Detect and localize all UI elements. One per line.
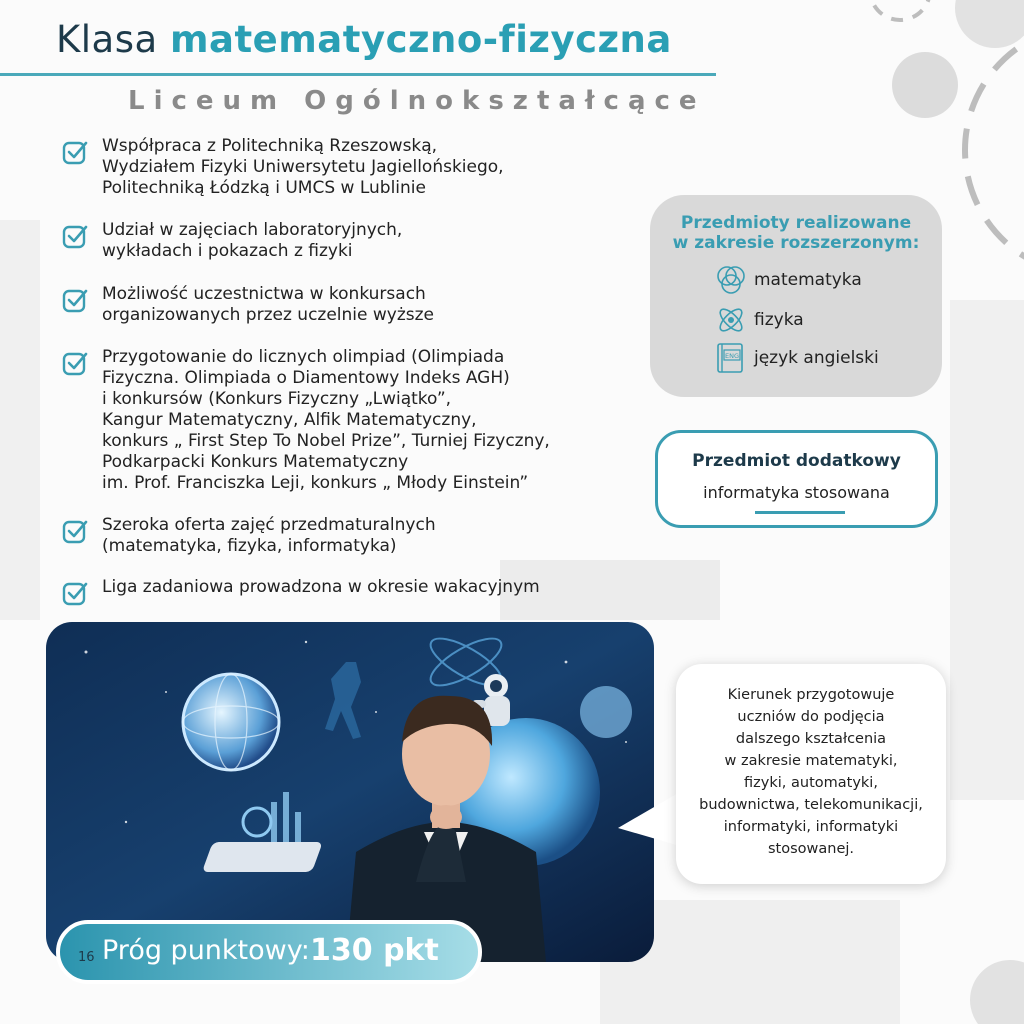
title-highlight: matematyczno-fizyczna bbox=[169, 18, 672, 61]
page-number: 16 bbox=[78, 950, 95, 965]
extended-subjects-heading: Przedmioty realizowane w zakresie rozszerzonym: bbox=[672, 213, 920, 253]
globe bbox=[183, 674, 279, 770]
deco-circle bbox=[892, 52, 958, 118]
deco-building bbox=[0, 220, 40, 620]
speech-bubble bbox=[676, 664, 946, 884]
additional-subject-box bbox=[655, 430, 938, 528]
feature-text: Możliwość uczestnictwa w konkursach organizowanych przez uczelnie wyższe bbox=[102, 284, 435, 325]
small-planet bbox=[580, 686, 632, 738]
checkbox-check-icon bbox=[62, 519, 88, 545]
english-book-icon-text: ENG bbox=[724, 352, 740, 360]
feature-text: Przygotowanie do licznych olimpiad (Olimpiada Fizyczna. Olimpiada o Diamentowy Indeks AGH) i konkursów (Konkurs Fizyczny „Lwiątko”, Kangur Matematyczny, Alfik Matematyczny, konkurs „ First Step To Nobel Prize”, Turniej Fizyczny, Podkarpacki Konkurs Matematyczny im. Prof. Franciszka Leji, konkurs „ Młody Einstein” bbox=[102, 347, 550, 493]
checkbox-check-icon bbox=[62, 224, 88, 250]
title-prefix: Klasa bbox=[56, 18, 158, 61]
feature-item bbox=[62, 220, 642, 262]
deco-dashed-ring bbox=[870, 0, 930, 20]
feature-item bbox=[62, 577, 642, 598]
subject-label: język angielski bbox=[754, 348, 879, 368]
feature-item bbox=[62, 347, 642, 494]
feature-text: Szeroka oferta zajęć przedmaturalnych (matematyka, fizyka, informatyka) bbox=[102, 515, 436, 556]
school-subtitle: Liceum Ogólnokształcące bbox=[128, 86, 706, 116]
subject-label: fizyka bbox=[754, 310, 804, 330]
deco-circle bbox=[955, 0, 1024, 48]
title-underline bbox=[0, 73, 716, 76]
score-threshold-label: Próg punktowy: bbox=[102, 935, 310, 966]
feature-text: Współpraca z Politechniką Rzeszowską, Wydziałem Fizyki Uniwersytetu Jagiellońskiego, Politechniką Łódzką i UMCS w Lublinie bbox=[102, 136, 504, 198]
feature-item bbox=[62, 284, 642, 326]
student-space-illustration bbox=[46, 622, 654, 962]
score-threshold-value: 130 pkt bbox=[310, 933, 439, 968]
additional-subject-value: informatyka stosowana bbox=[703, 483, 890, 502]
checkbox-check-icon bbox=[62, 288, 88, 314]
illustration-scene bbox=[46, 622, 654, 962]
checkbox-check-icon bbox=[62, 351, 88, 377]
deco-building bbox=[950, 300, 1024, 800]
additional-subject-underline bbox=[755, 511, 845, 514]
extended-subjects-panel bbox=[650, 195, 942, 397]
atom-icon bbox=[714, 303, 748, 337]
venn-icon bbox=[714, 263, 748, 297]
speech-bubble-text: Kierunek przygotowuje uczniów do podjęcia dalszego kształcenia w zakresie matematyki, fizyki, automatyki, budownictwa, telekomunikacji, informatyki, informatyki stosowanej. bbox=[699, 687, 923, 857]
score-threshold-badge bbox=[56, 920, 482, 984]
subject-label: matematyka bbox=[754, 270, 862, 290]
page-title bbox=[56, 18, 672, 61]
feature-text: Liga zadaniowa prowadzona w okresie wakacyjnym bbox=[102, 577, 540, 597]
additional-subject-heading: Przedmiot dodatkowy bbox=[692, 451, 901, 471]
english-book-icon bbox=[714, 341, 748, 375]
deco-dashed-ring bbox=[965, 25, 1024, 275]
deco-circle bbox=[970, 960, 1024, 1024]
checkbox-check-icon bbox=[62, 581, 88, 607]
feature-item bbox=[62, 515, 642, 557]
feature-text: Udział w zajęciach laboratoryjnych, wykładach i pokazach z fizyki bbox=[102, 220, 403, 261]
feature-item bbox=[62, 136, 642, 199]
checkbox-check-icon bbox=[62, 140, 88, 166]
